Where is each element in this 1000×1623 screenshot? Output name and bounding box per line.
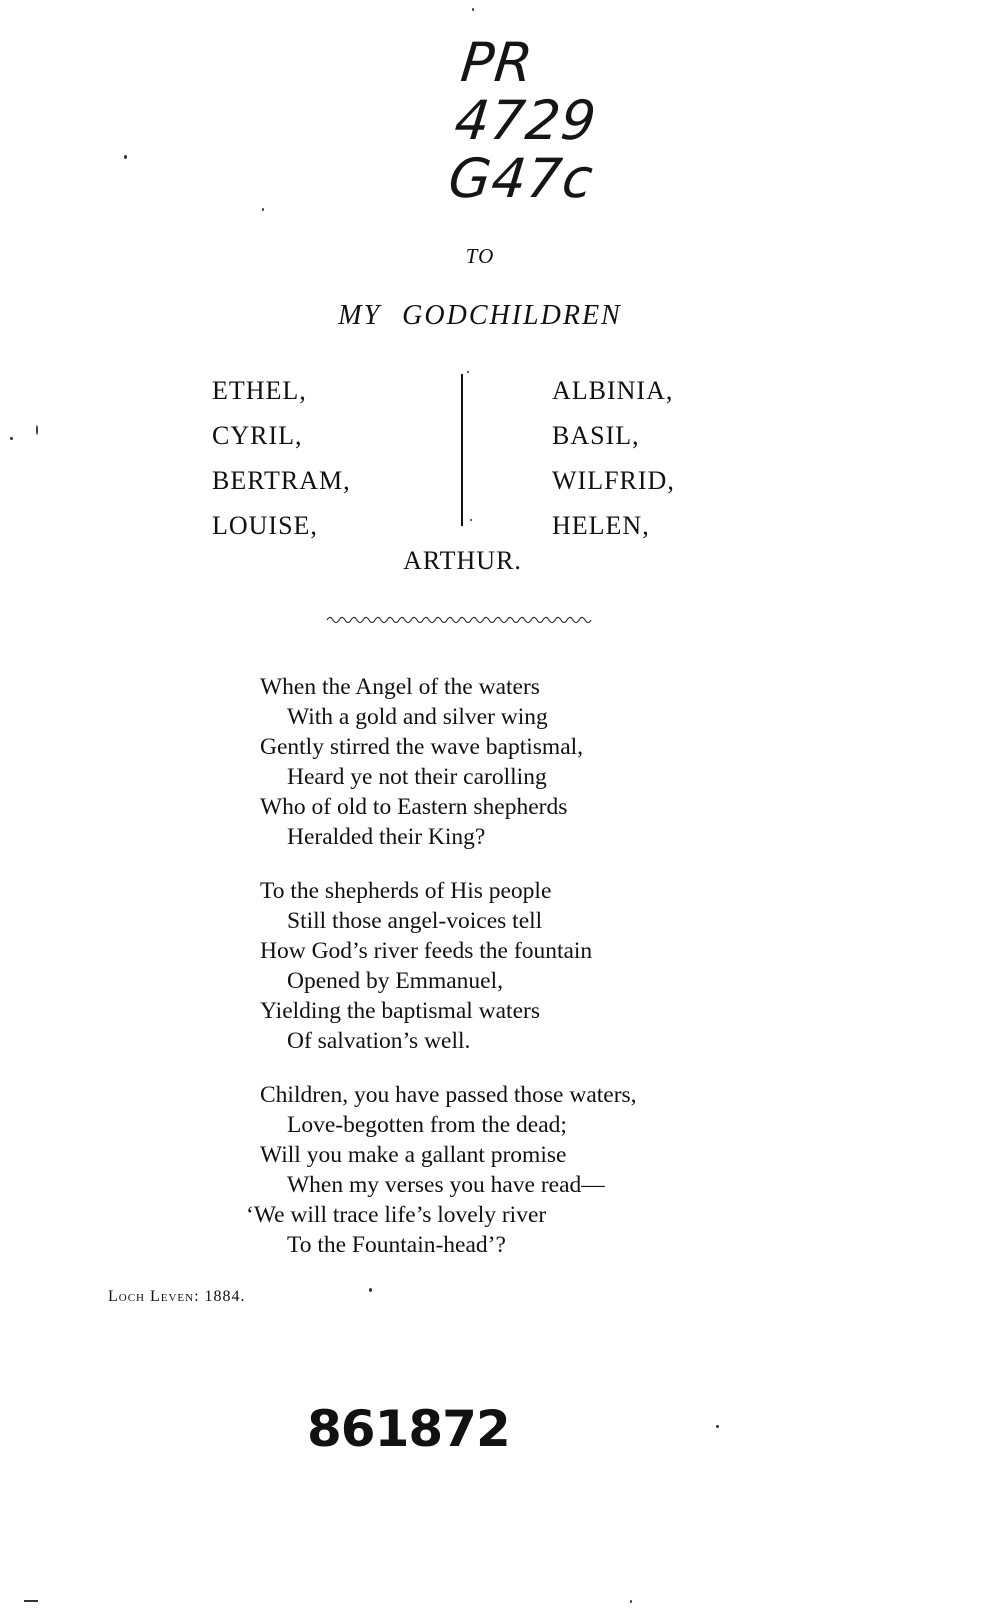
poem-line: When my verses you have read—: [287, 1172, 605, 1198]
scan-speck: [470, 519, 472, 521]
handwritten-call-number: [445, 31, 644, 210]
poem-line: Opened by Emmanuel,: [287, 968, 504, 994]
call-number-line: 4729: [451, 89, 600, 152]
place-and-date: Loch Leven: 1884.: [108, 1288, 246, 1305]
scan-speck: [716, 1425, 719, 1428]
poem-line: When the Angel of the waters: [260, 674, 540, 700]
call-number-line: PR: [457, 31, 537, 94]
poem-line: With a gold and silver wing: [287, 704, 548, 730]
column-divider: [461, 374, 463, 526]
scan-speck: [36, 425, 38, 435]
wave-ornament: [325, 612, 597, 626]
poem-line: Of salvation’s well.: [287, 1028, 471, 1054]
scan-speck: [467, 371, 469, 373]
poem-line: Still those angel-voices tell: [287, 908, 543, 934]
poem-stanza: [260, 672, 780, 852]
names-right-column: [552, 368, 675, 548]
poem-line: ‘We will trace life’s lovely river: [246, 1202, 547, 1228]
poem-line: Will you make a gallant promise: [260, 1142, 567, 1168]
godchild-name: CYRIL,: [212, 421, 303, 450]
poem-line: Heralded their King?: [287, 824, 486, 850]
poem-line: To the Fountain-head’?: [287, 1232, 506, 1258]
poem-line: Children, you have passed those waters,: [260, 1082, 637, 1108]
poem-line: To the shepherds of His people: [260, 878, 552, 904]
poem-stanza: [246, 1080, 780, 1260]
dedication-to: TO: [465, 244, 495, 268]
scan-speck: [369, 1288, 372, 1292]
accession-number-stamp: 861872: [307, 1400, 510, 1458]
poem-line: Heard ye not their carolling: [287, 764, 547, 790]
poem: [246, 672, 780, 1284]
call-number-line: G47c: [445, 147, 597, 210]
poem-line: Love-begotten from the dead;: [287, 1112, 567, 1138]
godchild-name: HELEN,: [552, 511, 650, 540]
poem-line: Who of old to Eastern shepherds: [260, 794, 568, 820]
scan-speck: [472, 8, 474, 11]
scan-speck: [124, 155, 127, 159]
poem-line: How God’s river feeds the fountain: [260, 938, 593, 964]
scan-speck: [24, 1600, 38, 1602]
godchild-name: BERTRAM,: [212, 466, 351, 495]
names-left-column: [212, 368, 351, 548]
godchild-name: LOUISE,: [212, 511, 318, 540]
godchild-name-centre: ARTHUR.: [403, 546, 522, 575]
poem-line: Yielding the baptismal waters: [260, 998, 540, 1024]
godchild-name: BASIL,: [552, 421, 640, 450]
godchild-name: ALBINIA,: [552, 376, 674, 405]
poem-stanza: [260, 876, 780, 1056]
scan-speck: [262, 208, 264, 211]
scan-speck: [10, 437, 13, 440]
dedication-heading: MY GODCHILDREN: [338, 300, 622, 331]
godchild-name: WILFRID,: [552, 466, 675, 495]
godchild-name: ETHEL,: [212, 376, 307, 405]
scan-speck: [630, 1600, 632, 1603]
poem-line: Gently stirred the wave baptismal,: [260, 734, 584, 760]
